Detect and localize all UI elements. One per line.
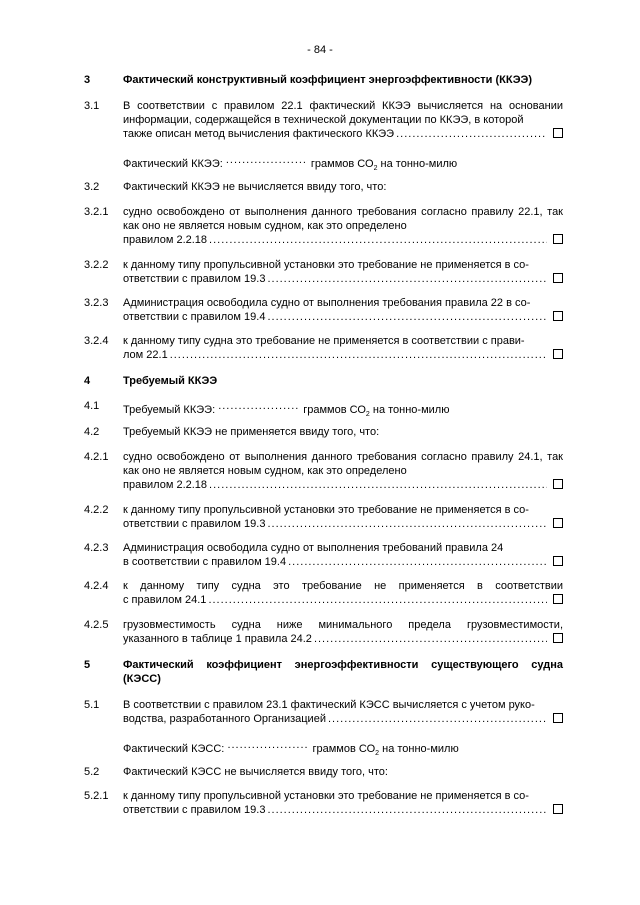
checkbox[interactable] <box>553 594 563 604</box>
value-blank[interactable] <box>226 153 308 167</box>
checkbox[interactable] <box>553 479 563 489</box>
item-text: В соответствии с правилом 22.1 фактический ККЭЭ вычисляется на основании информации, содержащейся в технической документации по ККЭЭ, в которой <box>123 100 563 126</box>
item-text: грузовместимость судна ниже минимального предела грузовместимости, <box>123 619 563 631</box>
page-number: - 84 - <box>307 44 333 56</box>
checkbox[interactable] <box>553 518 563 528</box>
checkbox[interactable] <box>553 273 563 283</box>
value-blank[interactable] <box>227 738 309 752</box>
item-text: судно освобождено от выполнения данного требования согласно правилу 24.1, так как оно не является новым судном, как это определено <box>123 451 563 477</box>
item-text: к данному типу пропульсивной установки это требование не применяется в со- <box>123 790 529 802</box>
item-text: к данному типу судна это требование не применяется в соответствии с прави- <box>123 335 525 347</box>
unit-label: граммов СО <box>310 158 374 170</box>
field-label: Фактический ККЭЭ: <box>123 158 223 170</box>
item-number: 3.1 <box>84 100 100 112</box>
section-title: Фактический конструктивный коэффициент энергоэффективности (ККЭЭ) <box>123 74 533 86</box>
item-text: судно освобождено от выполнения данного требования согласно правилу 22.1, так как оно не является новым судном, как это определено <box>123 206 563 232</box>
section-title: Требуемый ККЭЭ <box>123 375 218 387</box>
section-title: Фактический коэффициент энергоэффективности существующего судна (КЭСС) <box>123 659 563 685</box>
item-text: Фактический КЭСС не вычисляется ввиду того, что: <box>123 766 388 778</box>
checkbox[interactable] <box>553 713 563 723</box>
field-label: Фактический КЭСС: <box>123 743 225 755</box>
item-text-last: также описан метод вычисления фактического ККЭЭ <box>123 128 395 140</box>
checkbox[interactable] <box>553 633 563 643</box>
item-text: Администрация освободила судно от выполнения требования правила 22 в со- <box>123 297 531 309</box>
checkbox[interactable] <box>553 349 563 359</box>
checkbox[interactable] <box>553 556 563 566</box>
checkbox[interactable] <box>553 128 563 138</box>
value-blank[interactable] <box>218 399 300 413</box>
checkbox[interactable] <box>553 804 563 814</box>
item-text: к данному типу пропульсивной установки это требование не применяется в со- <box>123 259 529 271</box>
item-text: Фактический ККЭЭ не вычисляется ввиду того, что: <box>123 181 387 193</box>
item-text: к данному типу пропульсивной установки это требование не применяется в со- <box>123 504 529 516</box>
item-text: к данному типу судна это требование не применяется в соответствии <box>123 580 563 592</box>
field-label: Требуемый ККЭЭ: <box>123 404 216 416</box>
section-number: 3 <box>84 74 91 86</box>
checkbox[interactable] <box>553 311 563 321</box>
item-text: Администрация освободила судно от выполнения требований правила 24 <box>123 542 504 554</box>
checkbox[interactable] <box>553 234 563 244</box>
item-text: Требуемый ККЭЭ не применяется ввиду того, что: <box>123 426 380 438</box>
item-text: В соответствии с правилом 23.1 фактический КЭСС вычисляется с учетом руко- <box>123 699 535 711</box>
